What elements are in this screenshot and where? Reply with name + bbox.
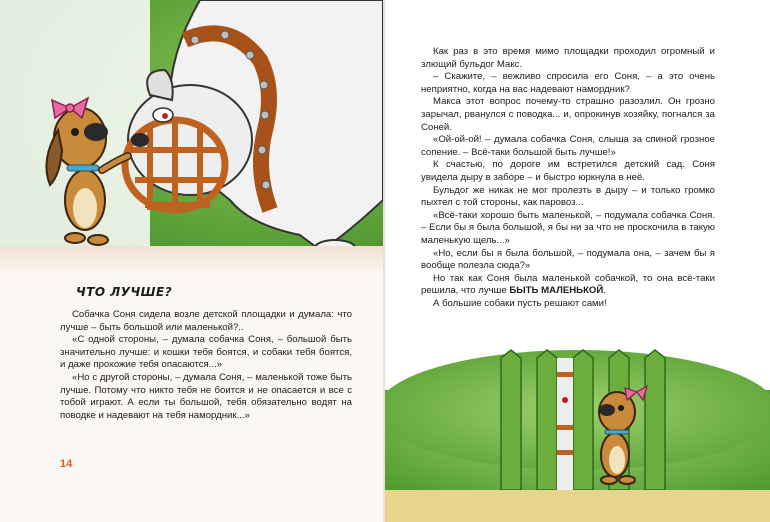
paragraph: Бульдог же никак не мог пролезть в дыру – и только громко пыхтел с той стороны, как паровоз... [421, 184, 715, 209]
closing-line: А большие собаки пусть решают сами! [433, 297, 607, 309]
final-text-emphasis: БЫТЬ МАЛЕНЬКОЙ [509, 285, 604, 297]
left-page-text [60, 309, 352, 422]
paragraph: «Всё-таки хорошо быть маленькой, – подумала собачка Соня. – Если бы я была большой, я бы ни за что не проскочила в такую маленькую щель...» [421, 209, 715, 246]
fence-illustration [385, 330, 770, 522]
paragraph: К счастью, по дороге им встретился детский сад. Соня увидела дыру в заборе – и быстро юркнула в неё. [421, 159, 715, 183]
illustration-fade [0, 246, 383, 276]
paragraph: – Скажите, – вежливо спросила его Соня, – а это очень неприятно, когда на вас надевают намордник? [421, 71, 715, 95]
final-text-before: Но так как Соня была маленькой собачкой, то она всё-таки решила, что лучше [421, 272, 715, 297]
chapter-title: ЧТО ЛУЧШЕ? [76, 285, 173, 299]
paragraph: «Но, если бы я была большой, – подумала она, – зачем бы я вообще полезла сюда?» [421, 247, 715, 272]
paragraph: «С одной стороны, – думала собачка Соня, – большой быть значительно лучше: и кошки тебя боятся, и собаки тебя боятся, и даже прохожие тебя опасаются...» [60, 334, 352, 371]
left-page [0, 0, 383, 522]
page-number: 14 [60, 458, 73, 470]
paragraph: Собачка Соня сидела возле детской площадки и думала: что лучше – быть большой или маленькой?.. [60, 309, 352, 333]
right-page-text [421, 46, 715, 310]
paragraph: Макса этот вопрос почему-то страшно разозлил. Он грозно зарычал, рванулся с поводка... и, опрокинув хозяйку, погнался за Соней. [421, 96, 715, 133]
sonya-and-bulldog-illustration [0, 0, 383, 262]
right-page [385, 0, 770, 522]
paragraph: Как раз в это время мимо площадки проходил огромный и злющий бульдог Макс. [421, 46, 715, 70]
paragraph: «Но с другой стороны, – думала Соня, – маленькой тоже быть лучше. Потому что никто тебя не боится и не опасается и все с тобой играют. А если ты большой, тебя обязательно водят на поводке и надевают на тебя намордник...» [60, 371, 352, 421]
final-text-after: . [603, 285, 606, 297]
paragraph-final [421, 273, 715, 298]
paragraph: «Ой-ой-ой! – думала собачка Соня, слыша за спиной грозное сопение. – Всё-таки большой быть лучше!» [421, 134, 715, 158]
